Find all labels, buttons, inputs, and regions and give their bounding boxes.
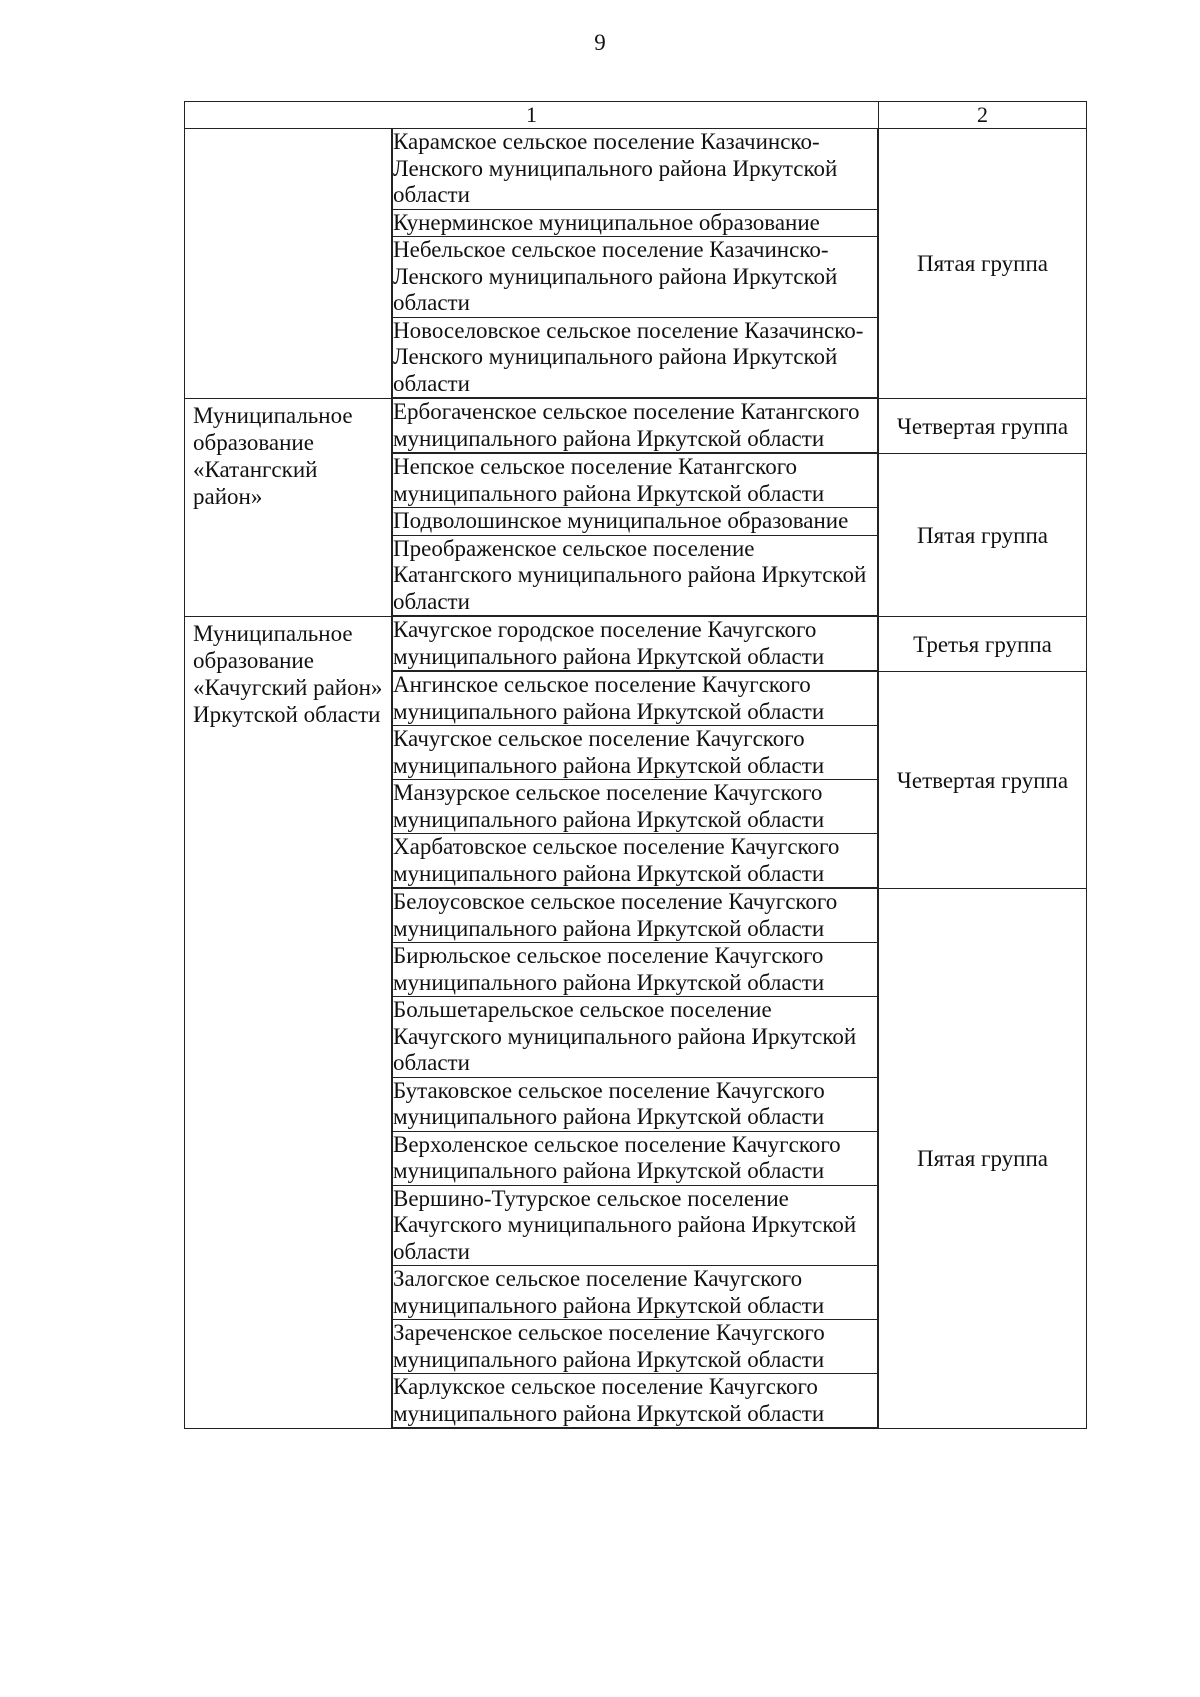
settlement-list <box>392 454 878 616</box>
settlement-name: Качугское городское поселение Качугского муниципального района Иркутской области <box>393 617 878 671</box>
settlement-list <box>392 129 878 398</box>
settlement-list <box>392 672 878 888</box>
municipality-cell: Муниципальное образование «Катангский район» <box>185 399 392 617</box>
table-body <box>185 102 1087 1429</box>
group-label: Пятая группа <box>879 129 1087 399</box>
settlement-name: Вершино-Тутурское сельское поселение Качугского муниципального района Иркутской области <box>393 1185 878 1266</box>
settlement-list <box>392 399 878 453</box>
settlement-list <box>392 617 878 671</box>
municipality-cell <box>185 129 392 399</box>
list-item <box>393 726 878 780</box>
list-item <box>393 317 878 398</box>
list-item <box>393 780 878 834</box>
list-item <box>393 1077 878 1131</box>
settlements-cell <box>392 454 879 617</box>
settlements-cell <box>392 129 879 399</box>
list-item <box>393 889 878 943</box>
settlement-name: Харбатовское сельское поселение Качугского муниципального района Иркутской области <box>393 834 878 888</box>
list-item <box>393 237 878 318</box>
settlement-name: Зареченское сельское поселение Качугского муниципального района Иркутской области <box>393 1320 878 1374</box>
settlement-name: Небельское сельское поселение Казачинско-Ленского муниципального района Иркутской области <box>393 237 878 318</box>
settlement-name: Большетарельское сельское поселение Качугского муниципального района Иркутской области <box>393 997 878 1078</box>
settlement-name: Кунерминское муниципальное образование <box>393 209 878 237</box>
settlement-name: Новоселовское сельское поселение Казачинско-Ленского муниципального района Иркутской области <box>393 317 878 398</box>
settlement-name: Карамское сельское поселение Казачинско-Ленского муниципального района Иркутской области <box>393 129 878 209</box>
list-item <box>393 399 878 453</box>
table-row <box>185 399 1087 454</box>
settlement-name: Залогское сельское поселение Качугского муниципального района Иркутской области <box>393 1266 878 1320</box>
group-label: Четвертая группа <box>879 672 1087 889</box>
list-item <box>393 943 878 997</box>
settlement-name: Верхоленское сельское поселение Качугского муниципального района Иркутской области <box>393 1131 878 1185</box>
settlements-cell <box>392 399 879 454</box>
table-row <box>185 129 1087 399</box>
header-row <box>185 102 1087 129</box>
page-number: 9 <box>594 30 606 55</box>
settlements-cell <box>392 889 879 1429</box>
settlement-name: Ангинское сельское поселение Качугского муниципального района Иркутской области <box>393 672 878 726</box>
list-item <box>393 1374 878 1428</box>
settlement-name: Бутаковское сельское поселение Качугского муниципального района Иркутской области <box>393 1077 878 1131</box>
group-label: Третья группа <box>879 617 1087 672</box>
table-row <box>185 617 1087 672</box>
group-label: Пятая группа <box>879 454 1087 617</box>
list-item <box>393 617 878 671</box>
list-item <box>393 508 878 536</box>
municipality-cell: Муниципальное образование «Качугский район» Иркутской области <box>185 617 392 1429</box>
settlement-name: Белоусовское сельское поселение Качугского муниципального района Иркутской области <box>393 889 878 943</box>
header-col-1: 1 <box>185 102 879 129</box>
settlement-name: Манзурское сельское поселение Качугского муниципального района Иркутской области <box>393 780 878 834</box>
settlement-list <box>392 889 878 1428</box>
settlement-name: Преображенское сельское поселение Катангского муниципального района Иркутской области <box>393 535 878 616</box>
list-item <box>393 535 878 616</box>
settlements-cell <box>392 672 879 889</box>
list-item <box>393 209 878 237</box>
settlement-name: Непское сельское поселение Катангского муниципального района Иркутской области <box>393 454 878 508</box>
list-item <box>393 1131 878 1185</box>
settlement-name: Карлукское сельское поселение Качугского муниципального района Иркутской области <box>393 1374 878 1428</box>
list-item <box>393 672 878 726</box>
list-item <box>393 997 878 1078</box>
settlement-name: Ербогаченское сельское поселение Катангского муниципального района Иркутской области <box>393 399 878 453</box>
list-item <box>393 1185 878 1266</box>
settlement-name: Качугское сельское поселение Качугского муниципального района Иркутской области <box>393 726 878 780</box>
list-item <box>393 454 878 508</box>
settlement-name: Подволошинское муниципальное образование <box>393 508 878 536</box>
group-label: Четвертая группа <box>879 399 1087 454</box>
group-label: Пятая группа <box>879 889 1087 1429</box>
list-item <box>393 129 878 209</box>
list-item <box>393 1320 878 1374</box>
list-item <box>393 834 878 888</box>
groups-table <box>184 101 1087 1429</box>
header-col-2: 2 <box>879 102 1087 129</box>
settlements-cell <box>392 617 879 672</box>
settlement-name: Бирюльское сельское поселение Качугского муниципального района Иркутской области <box>393 943 878 997</box>
list-item <box>393 1266 878 1320</box>
